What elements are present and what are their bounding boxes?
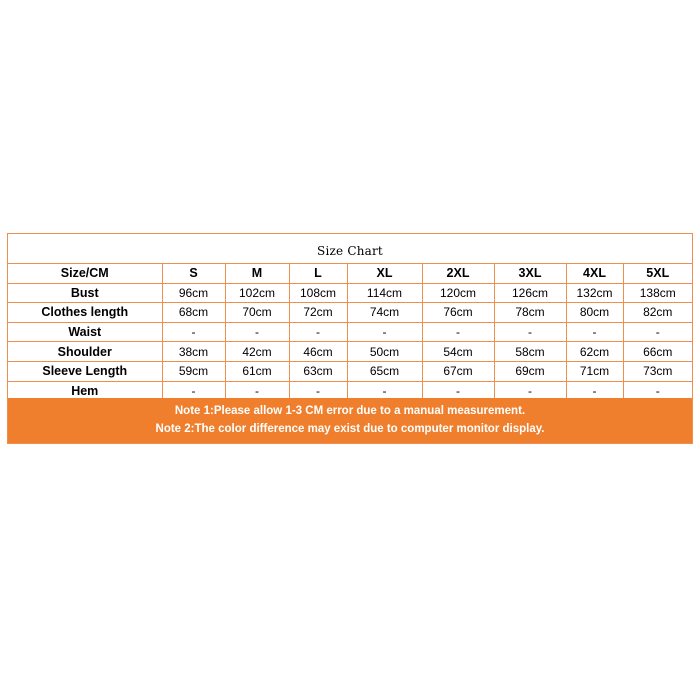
table-cell: - [225,381,289,401]
size-table [8,264,692,401]
table-cell: 82cm [623,303,692,323]
table-header-row [8,264,692,283]
size-header: 4XL [566,264,623,283]
table-cell: - [623,322,692,342]
table-cell: 102cm [225,283,289,303]
row-label: Hem [8,381,162,401]
size-header: 2XL [422,264,494,283]
table-cell: - [566,381,623,401]
table-cell: - [289,381,347,401]
size-header: S [162,264,225,283]
header-label: Size/CM [8,264,162,283]
table-cell: - [494,322,566,342]
table-cell: 138cm [623,283,692,303]
table-cell: 120cm [422,283,494,303]
table-row [8,303,692,323]
table-cell: - [162,381,225,401]
table-cell: 108cm [289,283,347,303]
table-cell: 126cm [494,283,566,303]
table-cell: - [347,381,422,401]
table-cell: 74cm [347,303,422,323]
table-cell: 38cm [162,342,225,362]
size-header: 5XL [623,264,692,283]
table-cell: 78cm [494,303,566,323]
table-cell: 66cm [623,342,692,362]
notes-banner [8,398,692,443]
table-cell: 71cm [566,361,623,381]
size-header: L [289,264,347,283]
table-cell: - [225,322,289,342]
table-row [8,283,692,303]
table-cell: 58cm [494,342,566,362]
row-label: Shoulder [8,342,162,362]
table-cell: - [422,322,494,342]
size-chart [7,233,693,444]
table-cell: 69cm [494,361,566,381]
table-cell: 46cm [289,342,347,362]
table-cell: 96cm [162,283,225,303]
note-1: Note 1:Please allow 1-3 CM error due to a manual measurement. [174,405,526,417]
table-cell: 73cm [623,361,692,381]
table-row [8,361,692,381]
table-cell: 68cm [162,303,225,323]
table-cell: 65cm [347,361,422,381]
table-cell: 76cm [422,303,494,323]
table-cell: - [422,381,494,401]
row-label: Sleeve Length [8,361,162,381]
row-label: Bust [8,283,162,303]
table-cell: 132cm [566,283,623,303]
table-cell: - [623,381,692,401]
table-cell: 54cm [422,342,494,362]
size-header: 3XL [494,264,566,283]
table-cell: 80cm [566,303,623,323]
table-cell: 70cm [225,303,289,323]
table-cell: 61cm [225,361,289,381]
row-label: Clothes length [8,303,162,323]
size-header: M [225,264,289,283]
table-cell: - [289,322,347,342]
table-cell: 50cm [347,342,422,362]
table-cell: 63cm [289,361,347,381]
table-cell: 42cm [225,342,289,362]
note-2: Note 2:The color difference may exist due to computer monitor display. [155,423,545,435]
table-row [8,322,692,342]
table-cell: 67cm [422,361,494,381]
table-cell: 59cm [162,361,225,381]
table-cell: - [162,322,225,342]
chart-title: Size Chart [8,234,692,264]
table-cell: 72cm [289,303,347,323]
table-cell: 114cm [347,283,422,303]
row-label: Waist [8,322,162,342]
table-row [8,342,692,362]
table-cell: 62cm [566,342,623,362]
size-header: XL [347,264,422,283]
table-cell: - [347,322,422,342]
table-cell: - [494,381,566,401]
table-cell: - [566,322,623,342]
